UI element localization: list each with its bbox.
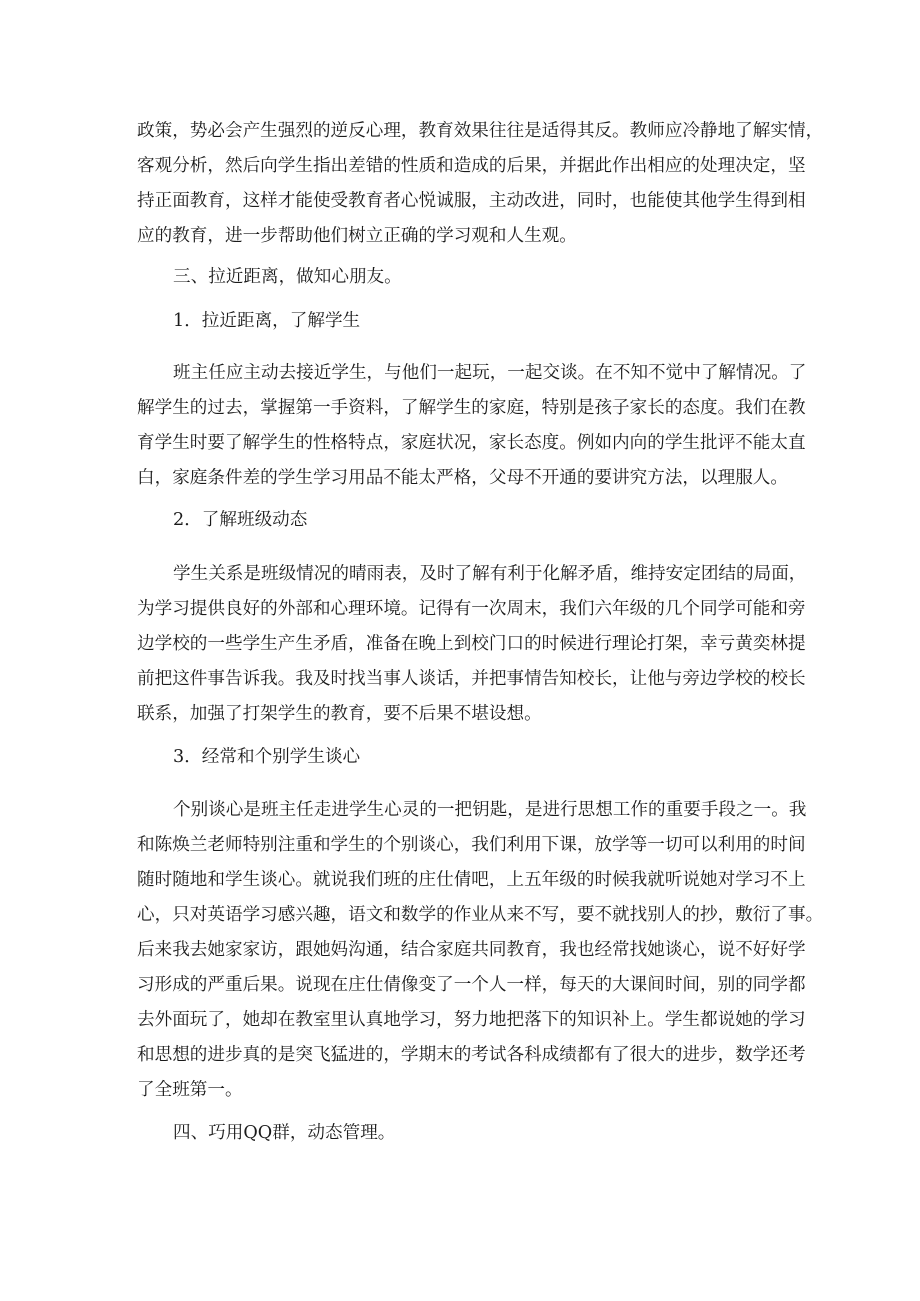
paragraph-line: 为学习提供良好的外部和心理环境。记得有一次周末，我们六年级的几个同学可能和旁 <box>137 599 806 619</box>
paragraph-line: 个别谈心是班主任走进学生心灵的一把钥匙，是进行思想工作的重要手段之一。我 <box>173 800 807 820</box>
paragraph-line: 学生关系是班级情况的晴雨表，及时了解有利于化解矛盾，维持安定团结的局面， <box>173 564 807 584</box>
paragraph-line: 后来我去她家家访，跟她妈沟通，结合家庭共同教育，我也经常找她谈心，说不好好学 <box>137 940 806 960</box>
paragraph-line: 应的教育，进一步帮助他们树立正确的学习观和人生观。 <box>137 226 577 246</box>
paragraph-line: 育学生时要了解学生的性格特点，家庭状况，家长态度。例如内向的学生批评不能太直 <box>137 433 806 453</box>
subsection-heading: 3．经常和个别学生谈心 <box>173 747 361 767</box>
paragraph-line: 持正面教育，这样才能使受教育者心悦诚服，主动改进，同时，也能使其他学生得到相 <box>137 191 806 211</box>
paragraph-line: 习形成的严重后果。说现在庄仕倩像变了一个人一样，每天的大课间时间，别的同学都 <box>137 975 806 995</box>
paragraph-line: 去外面玩了，她却在教室里认真地学习，努力地把落下的知识补上。学生都说她的学习 <box>137 1010 806 1030</box>
paragraph-line: 前把这件事告诉我。我及时找当事人谈话，并把事情告知校长，让他与旁边学校的校长 <box>137 669 806 689</box>
paragraph-line: 客观分析，然后向学生指出差错的性质和造成的后果，并据此作出相应的处理决定，坚 <box>137 156 806 176</box>
paragraph-line: 边学校的一些学生产生矛盾，准备在晚上到校门口的时候进行理论打架，幸亏黄奕林提 <box>137 634 806 654</box>
paragraph-line: 白，家庭条件差的学生学习用品不能太严格，父母不开通的要讲究方法，以理服人。 <box>137 468 788 488</box>
section-heading: 四、巧用QQ群，动态管理。 <box>173 1123 396 1143</box>
paragraph-line: 了全班第一。 <box>137 1080 243 1100</box>
paragraph-line: 班主任应主动去接近学生，与他们一起玩，一起交谈。在不知不觉中了解情况。了 <box>173 363 807 383</box>
paragraph-line: 联系，加强了打架学生的教育，要不后果不堪设想。 <box>137 704 542 724</box>
paragraph-line: 随时随地和学生谈心。就说我们班的庄仕倩吧，上五年级的时候我就听说她对学习不上 <box>137 870 806 890</box>
subsection-heading: 1．拉近距离，了解学生 <box>173 311 361 331</box>
paragraph-line: 政策，势必会产生强烈的逆反心理，教育效果往往是适得其反。教师应冷静地了解实情， <box>137 121 824 141</box>
paragraph-line: 和思想的进步真的是突飞猛进的，学期末的考试各科成绩都有了很大的进步，数学还考 <box>137 1045 806 1065</box>
paragraph-line: 心，只对英语学习感兴趣，语文和数学的作业从来不写，要不就找别人的抄，敷衍了事。 <box>137 905 824 925</box>
paragraph-line: 解学生的过去，掌握第一手资料，了解学生的家庭，特别是孩子家长的态度。我们在教 <box>137 398 806 418</box>
subsection-heading: 2．了解班级动态 <box>173 510 308 530</box>
section-heading: 三、拉近距离，做知心朋友。 <box>173 267 402 287</box>
paragraph-line: 和陈焕兰老师特别注重和学生的个别谈心，我们利用下课，放学等一切可以利用的时间 <box>137 835 806 855</box>
